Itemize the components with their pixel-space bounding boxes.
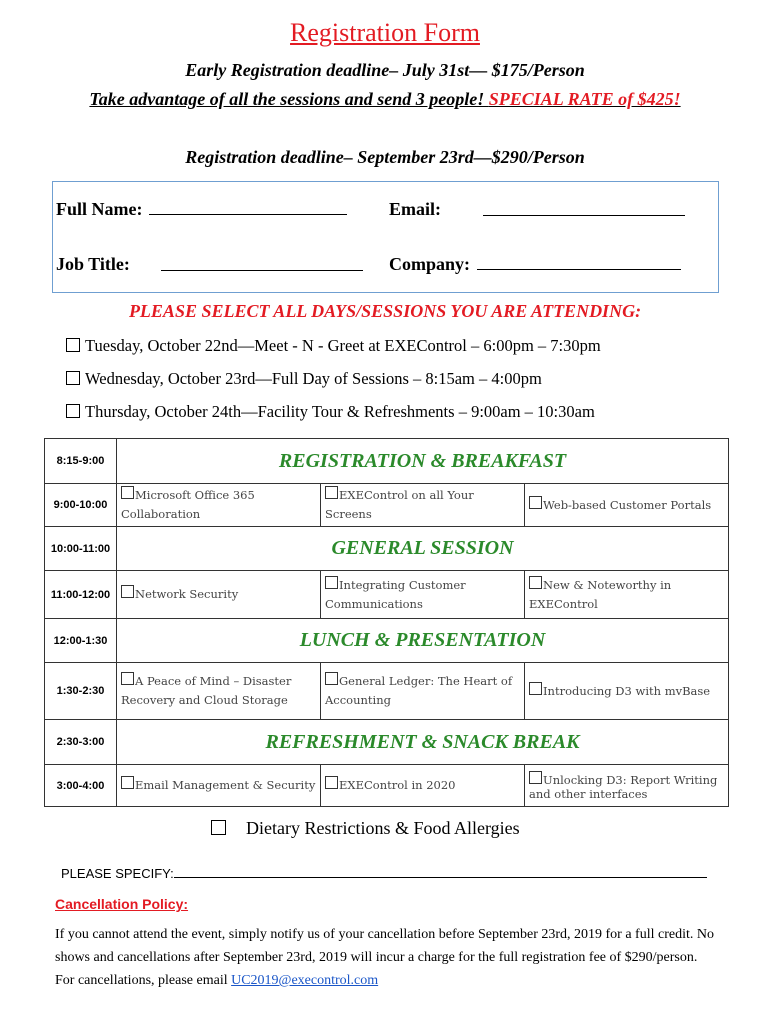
table-row [45,439,729,484]
dietary-label: Dietary Restrictions & Food Allergies [246,818,520,838]
time-slot: 11:00-12:00 [45,571,117,619]
day-label: Wednesday, October 23rd—Full Day of Sessions – 8:15am – 4:00pm [85,369,542,388]
company-row [389,254,681,275]
checkbox[interactable] [325,672,338,685]
checkbox[interactable] [121,672,134,685]
session-label: A Peace of Mind – Disaster Recovery and Cloud Storage [121,674,292,707]
checkbox[interactable] [121,486,134,499]
checkbox[interactable] [211,820,226,835]
cancellation-text [55,923,720,992]
cancellation-email-link[interactable]: UC2019@execontrol.com [231,973,379,988]
session-option[interactable] [321,571,525,619]
session-label: General Ledger: The Heart of Accounting [325,674,513,707]
specify-field[interactable] [174,867,707,878]
table-row [45,484,729,527]
session-label: EXEControl in 2020 [339,778,456,792]
time-slot: 10:00-11:00 [45,527,117,571]
session-label: Integrating Customer Communications [325,577,466,611]
time-slot: 1:30-2:30 [45,663,117,720]
checkbox[interactable] [529,576,542,589]
email-field[interactable] [483,201,685,216]
checkbox[interactable] [325,486,338,499]
checkbox[interactable] [121,585,134,598]
session-banner: REGISTRATION & BREAKFAST [117,439,729,484]
day-label: Thursday, October 24th—Facility Tour & Refreshments – 9:00am – 10:30am [85,402,595,421]
dietary-option[interactable] [211,818,520,839]
session-option[interactable] [117,663,321,720]
take-advantage-text: Take advantage of all the sessions and send 3 people! [89,89,489,109]
session-option[interactable] [117,571,321,619]
special-rate-text: SPECIAL RATE of $425! [488,89,681,109]
session-label: Email Management & Security [135,778,316,792]
session-label: Network Security [135,587,239,601]
checkbox[interactable] [529,496,542,509]
job-title-row [161,256,363,275]
table-row [45,720,729,765]
job-title-field[interactable] [161,256,363,271]
special-rate-line [0,89,770,110]
table-row [45,527,729,571]
day-option-thursday[interactable] [66,402,595,422]
checkbox[interactable] [121,776,134,789]
checkbox[interactable] [529,771,542,784]
table-row [45,663,729,720]
session-option[interactable] [321,663,525,720]
specify-row [61,866,707,881]
time-slot: 12:00-1:30 [45,619,117,663]
checkbox[interactable] [66,371,80,385]
table-row [45,619,729,663]
registration-deadline: Registration deadline– September 23rd—$290/Person [185,147,585,167]
company-field[interactable] [477,255,681,270]
session-label: Unlocking D3: Report Writing and other interfaces [529,772,718,801]
session-label: Microsoft Office 365 Collaboration [121,488,255,521]
cancellation-body: If you cannot attend the event, simply notify us of your cancellation before September 23rd, 2019 for a full credit. No shows and cancellations after September 23rd, 2019 will incur a charge for the full registration fee of $290/person. For cancellations, please email [55,927,714,988]
email-label: Email: [389,199,441,219]
table-row [45,765,729,807]
checkbox[interactable] [66,338,80,352]
checkbox[interactable] [325,576,338,589]
session-option[interactable] [525,765,729,807]
full-name-row [56,199,347,220]
cancellation-heading: Cancellation Policy: [55,896,189,912]
session-label: Web-based Customer Portals [543,497,712,512]
time-slot: 2:30-3:00 [45,720,117,765]
time-slot: 3:00-4:00 [45,765,117,807]
session-label: Introducing D3 with mvBase [543,683,711,698]
day-option-wednesday[interactable] [66,369,542,389]
full-name-label: Full Name: [56,199,143,219]
checkbox[interactable] [529,682,542,695]
session-option[interactable] [525,484,729,527]
early-registration-deadline: Early Registration deadline– July 31st— $175/Person [185,60,585,80]
session-option[interactable] [117,765,321,807]
time-slot: 8:15-9:00 [45,439,117,484]
day-option-tuesday[interactable] [66,336,601,356]
table-row [45,571,729,619]
session-option[interactable] [525,571,729,619]
time-slot: 9:00-10:00 [45,484,117,527]
session-schedule-table [44,438,729,807]
form-title: Registration Form [290,18,480,47]
attendee-info-box [52,181,719,293]
job-title-label: Job Title: [56,254,130,274]
email-row [483,201,685,220]
select-days-heading: PLEASE SELECT ALL DAYS/SESSIONS YOU ARE ATTENDING: [128,301,642,321]
session-option[interactable] [525,663,729,720]
session-option[interactable] [117,484,321,527]
session-option[interactable] [321,484,525,527]
checkbox[interactable] [325,776,338,789]
checkbox[interactable] [66,404,80,418]
session-banner: GENERAL SESSION [117,527,729,571]
full-name-field[interactable] [149,200,347,215]
company-label: Company: [389,254,471,274]
session-banner: LUNCH & PRESENTATION [117,619,729,663]
session-label: EXEControl on all Your Screens [325,488,474,521]
specify-label: PLEASE SPECIFY: [61,866,174,881]
session-label: New & Noteworthy in EXEControl [529,577,672,611]
session-banner: REFRESHMENT & SNACK BREAK [117,720,729,765]
session-option[interactable] [321,765,525,807]
day-label: Tuesday, October 22nd—Meet - N - Greet at EXEControl – 6:00pm – 7:30pm [85,336,601,355]
